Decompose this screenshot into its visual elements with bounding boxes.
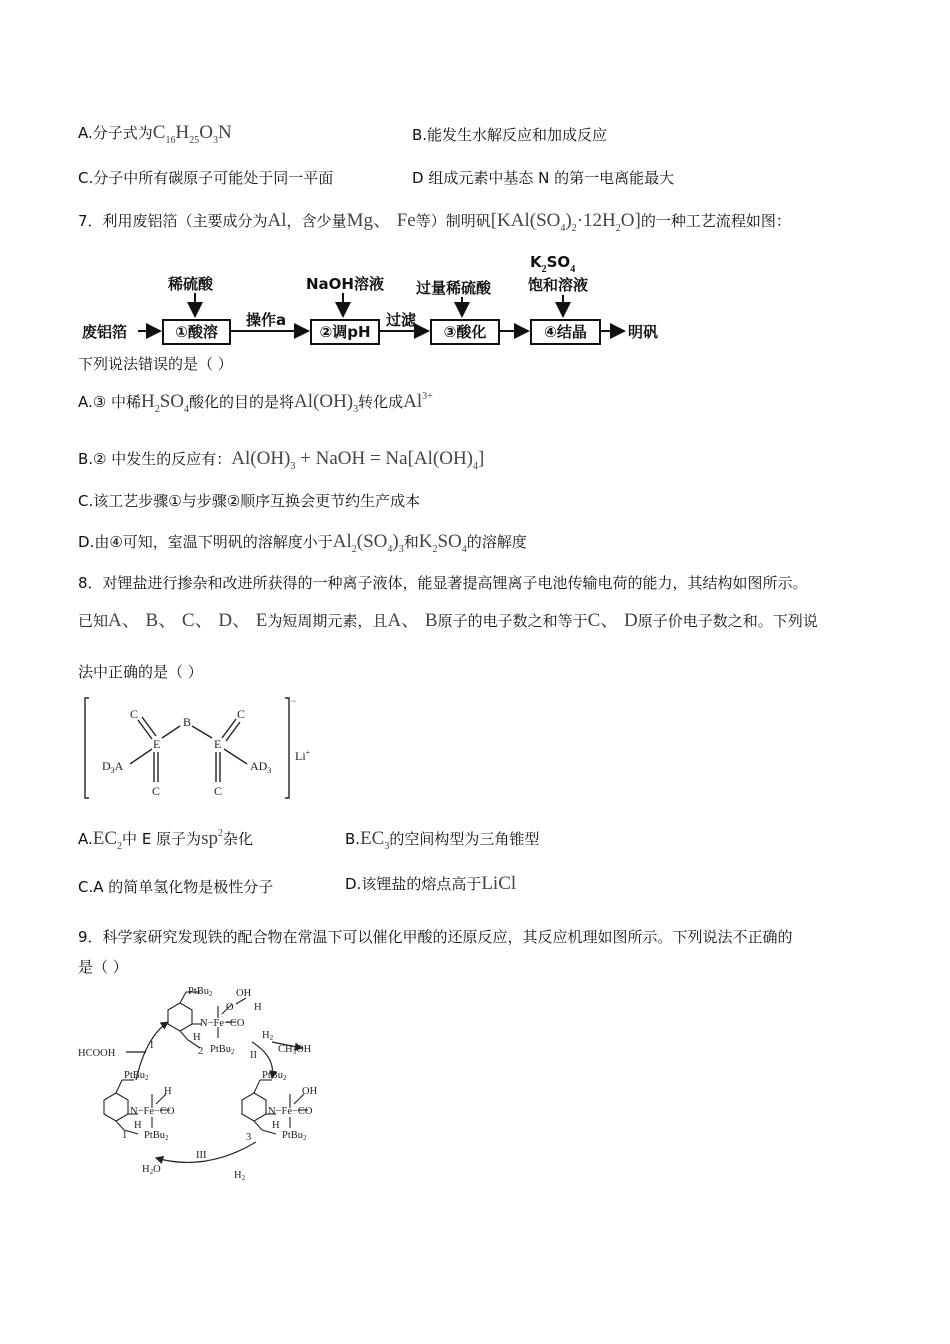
svg-text:H: H bbox=[193, 1032, 201, 1043]
svg-text:C: C bbox=[152, 784, 161, 798]
svg-text:PtBu2: PtBu2 bbox=[188, 986, 213, 998]
svg-text:H: H bbox=[164, 1086, 172, 1097]
q7-option-d: D.由④可知，室温下明矾的溶解度小于$Al_2(SO_4)_3$和$K_2SO_4$的溶解度 bbox=[78, 531, 527, 555]
flow-arrows bbox=[0, 0, 950, 360]
svg-text:O: O bbox=[226, 1002, 234, 1013]
svg-text:H: H bbox=[254, 1002, 262, 1013]
svg-text:I: I bbox=[150, 1040, 154, 1051]
ionic-liquid-structure bbox=[82, 694, 342, 804]
flow-reagent-naoh: NaOH溶液 bbox=[306, 275, 384, 293]
svg-text:PtBu2: PtBu2 bbox=[262, 1070, 287, 1082]
svg-text:E: E bbox=[214, 737, 222, 751]
svg-text:OH: OH bbox=[236, 988, 252, 999]
svg-text:PtBu2: PtBu2 bbox=[144, 1130, 169, 1142]
svg-text:CH3OH: CH3OH bbox=[278, 1044, 312, 1056]
svg-text:H: H bbox=[134, 1120, 142, 1131]
q9-stem-line1: 9．科学家研究发现铁的配合物在常温下可以催化甲酸的还原反应，其反应机理如图所示。下列说法不正确的 bbox=[78, 928, 793, 946]
svg-text:PtBu2: PtBu2 bbox=[210, 1044, 235, 1056]
svg-text:2: 2 bbox=[198, 1046, 204, 1057]
q8-option-a: $A.EC_2$中 E 原子为$sp^2$杂化 bbox=[78, 828, 253, 852]
q9-stem-line2: 是（ ） bbox=[78, 958, 128, 976]
svg-text:E: E bbox=[153, 737, 161, 751]
svg-text:D3A: $D_3A$ bbox=[102, 759, 124, 775]
svg-text:H2: H2 bbox=[262, 1030, 274, 1042]
svg-text:1: 1 bbox=[122, 1130, 128, 1141]
flow-step-adjust-ph: ②调pH bbox=[310, 319, 380, 345]
svg-text:III: III bbox=[196, 1150, 207, 1161]
q8-option-c: C.A 的简单氢化物是极性分子 bbox=[78, 878, 274, 896]
flow-reagent-k2so4: $K_2SO_4$ bbox=[530, 253, 576, 275]
q6-option-d: D 组成元素中基态 N 的第一电离能最大 bbox=[412, 169, 675, 187]
svg-text:II: II bbox=[250, 1050, 257, 1061]
svg-text:Li+: Li+ bbox=[295, 748, 311, 763]
equation-aloh3-naoh: $Al(OH)_3$ + NaOH = $Na[Al(OH)_4]$ bbox=[231, 448, 485, 472]
svg-text:C: C bbox=[214, 784, 223, 798]
flow-end-label: 明矾 bbox=[628, 323, 659, 341]
flow-step-acidify: ③酸化 bbox=[430, 319, 500, 345]
iron-catalytic-cycle-diagram bbox=[76, 982, 346, 1192]
q7-question: 下列说法错误的是（ ） bbox=[78, 355, 233, 373]
svg-text:H2: H2 bbox=[234, 1170, 246, 1182]
svg-text:OH: OH bbox=[302, 1086, 318, 1097]
svg-text:C: C bbox=[237, 707, 246, 721]
svg-text:AD3: $AD_3$ bbox=[250, 759, 272, 775]
q7-option-c: C.该工艺步骤①与步骤②顺序互换会更节约生产成本 bbox=[78, 492, 421, 510]
svg-text:PtBu2: PtBu2 bbox=[282, 1130, 307, 1142]
q7-option-a: A.③ 中稀$H_2SO_4$酸化的目的是将$Al(OH)_3$转化成$Al^{3+}$ bbox=[78, 391, 433, 415]
svg-text:3: 3 bbox=[246, 1132, 252, 1143]
formula-alum: $[KAl(SO_4)_2\cdot 12H_2O]$ bbox=[490, 210, 641, 234]
svg-text:B: B bbox=[183, 715, 192, 729]
flow-reagent-saturated-solution: 饱和溶液 bbox=[528, 276, 589, 294]
svg-text:N−Fe−CO: N−Fe−CO bbox=[200, 1018, 245, 1029]
svg-text:PtBu2: PtBu2 bbox=[124, 1070, 149, 1082]
flow-reagent-dilute-h2so4: 稀硫酸 bbox=[168, 275, 214, 293]
svg-text:H: H bbox=[272, 1120, 280, 1131]
flow-operation-a: 操作a bbox=[246, 311, 287, 329]
q6-option-b: B.能发生水解反应和加成反应 bbox=[412, 126, 608, 144]
svg-text:−: − bbox=[291, 696, 297, 706]
process-flow-diagram bbox=[0, 0, 950, 360]
svg-text:N−Fe−CO: N−Fe−CO bbox=[130, 1106, 175, 1117]
q7-stem: 7．利用废铝箔（主要成分为Al，含少量Mg、 Fe等）制明矾$[KAl(SO_4)_2\cdot 12H_2O]$的一种工艺流程如图： bbox=[78, 210, 791, 234]
q8-stem-line3: 法中正确的是（ ） bbox=[78, 663, 203, 681]
flow-filter-label: 过滤 bbox=[386, 311, 417, 329]
flow-step-crystallize: ④结晶 bbox=[530, 319, 601, 345]
flow-reagent-excess-h2so4: 过量稀硫酸 bbox=[416, 279, 492, 297]
q6-option-a: A.分子式为$C_{16}H_{25}O_3N$ bbox=[78, 122, 232, 146]
q7-option-b: B.② 中发生的反应有：$Al(OH)_3$ + NaOH = $Na[Al(OH)_4]$ bbox=[78, 448, 485, 472]
svg-text:H2O: H2O bbox=[142, 1164, 161, 1176]
q8-stem-line1: 8．对锂盐进行掺杂和改进所获得的一种离子液体，能显著提高锂离子电池传输电荷的能力，其结构如图所示。 bbox=[78, 574, 808, 592]
q8-option-b: $B.EC_3$的空间构型为三角锥型 bbox=[345, 828, 540, 852]
flow-start-label: 废铝箔 bbox=[82, 323, 128, 341]
q8-stem-line2: 已知A、 B、 C、 D、 E为短周期元素，且A、 B原子的电子数之和等于C、 D原子价电子数之和。下列说 bbox=[78, 610, 818, 631]
svg-text:N−Fe−CO: N−Fe−CO bbox=[268, 1106, 313, 1117]
formula-c16h25o3n: $C_{16}H_{25}O_3N$ bbox=[152, 122, 232, 146]
svg-text:HCOOH: HCOOH bbox=[78, 1048, 116, 1059]
q6-option-c: C.分子中所有碳原子可能处于同一平面 bbox=[78, 169, 334, 187]
flow-step-acid-dissolve: ①酸溶 bbox=[162, 319, 231, 345]
svg-text:C: C bbox=[130, 707, 139, 721]
q8-option-d: D.该锂盐的熔点高于LiCl bbox=[345, 873, 517, 894]
